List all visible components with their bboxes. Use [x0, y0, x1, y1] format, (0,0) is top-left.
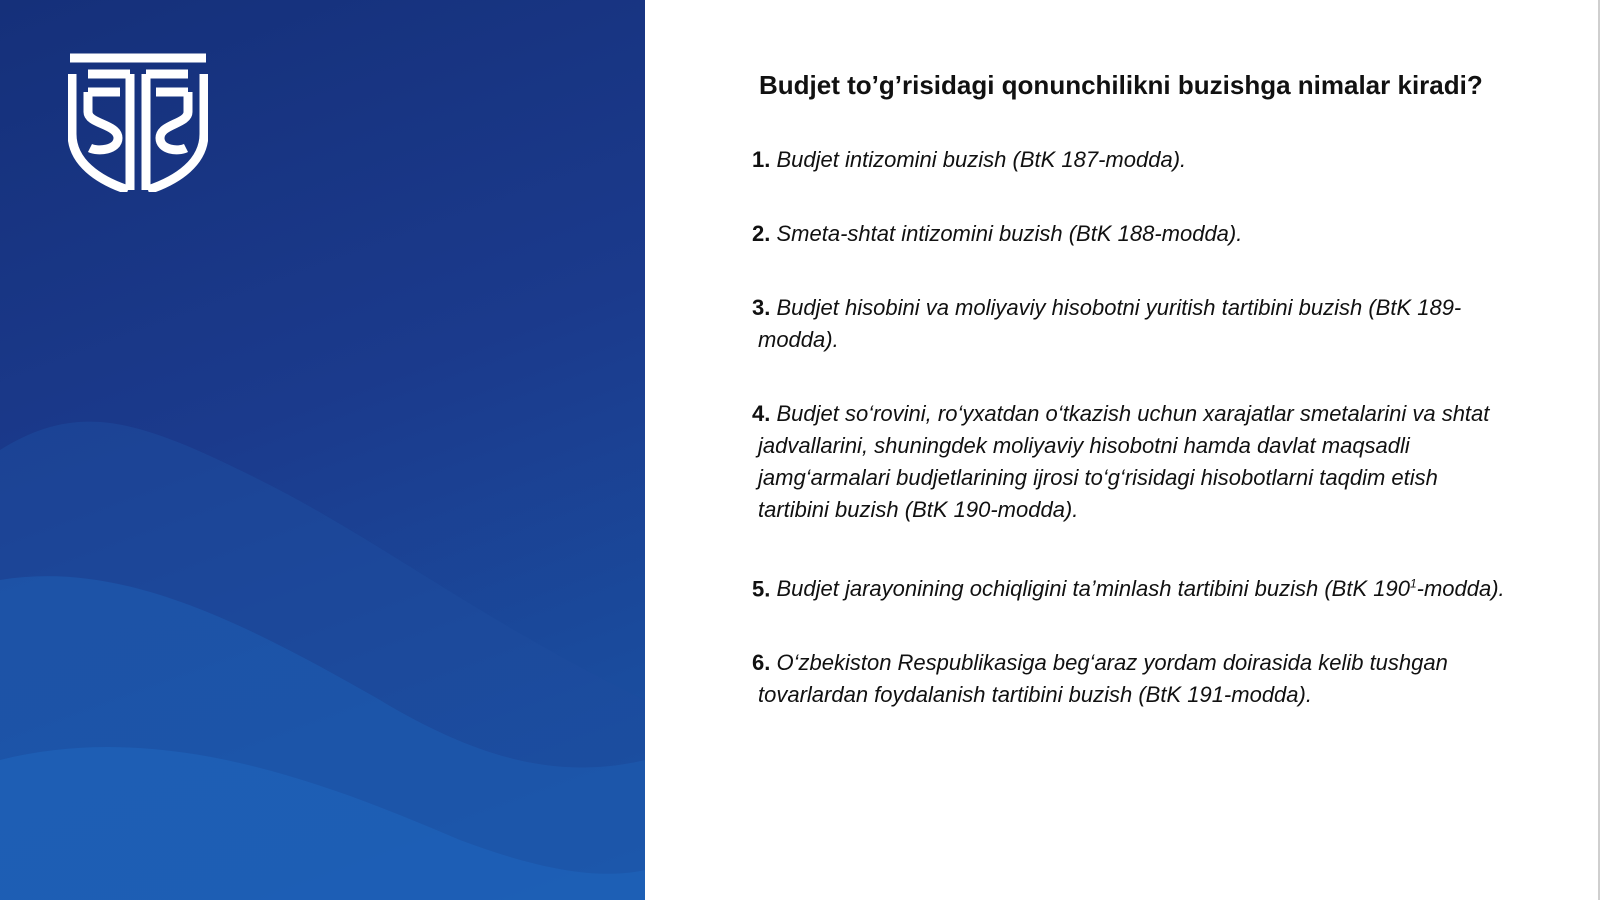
list-item — [752, 647, 1512, 711]
item-number: 2. — [752, 221, 771, 246]
item-text — [776, 576, 1504, 601]
list-item — [752, 144, 1512, 176]
item-number: 1. — [752, 147, 771, 172]
item-text-before: Budjet jarayonining ochiqligini ta’minlash tartibini buzish (BtK 190 — [776, 576, 1410, 602]
item-number: 4. — [752, 401, 771, 426]
item-text: Budjet intizomini buzish (BtK 187-modda). — [776, 147, 1187, 172]
item-text: Budjet so‘rovini, ro‘yxatdan o‘tkazish uchun xarajatlar smetalarini va shtat jadvallarini, shuningdek moliyaviy hisobotni hamda davlat maqsadli jamg‘armalari budjetlarining ijrosi to‘g‘risidagi hisobotlarni taqdim etish tartibini buzish (BtK 190-modda). — [758, 401, 1490, 522]
item-superscript: 1 — [1409, 577, 1417, 591]
item-text: O‘zbekiston Respublikasiga beg‘araz yordam doirasida kelib tushgan tovarlardan foydalanish tartibini buzish (BtK 191-modda). — [758, 650, 1448, 708]
item-text: Smeta-shtat intizomini buzish (BtK 188-modda). — [776, 221, 1243, 246]
list-item — [752, 568, 1512, 605]
item-text: Budjet hisobini va moliyaviy hisobotni yuritish tartibini buzish (BtK 189-modda). — [758, 295, 1462, 352]
item-text-after: -modda). — [1416, 576, 1505, 602]
item-number: 5. — [752, 576, 771, 602]
university-shield-logo-icon — [68, 52, 208, 192]
item-number: 6. — [752, 650, 771, 676]
slide-title: Budjet to’g’risidagi qonunchilikni buzishga nimalar kiradi? — [759, 70, 1483, 100]
item-number: 3. — [752, 295, 771, 320]
list-item — [752, 292, 1512, 356]
list-item — [752, 398, 1512, 526]
left-decorative-panel — [0, 0, 645, 900]
list-item — [752, 218, 1512, 250]
violations-list — [752, 144, 1512, 753]
